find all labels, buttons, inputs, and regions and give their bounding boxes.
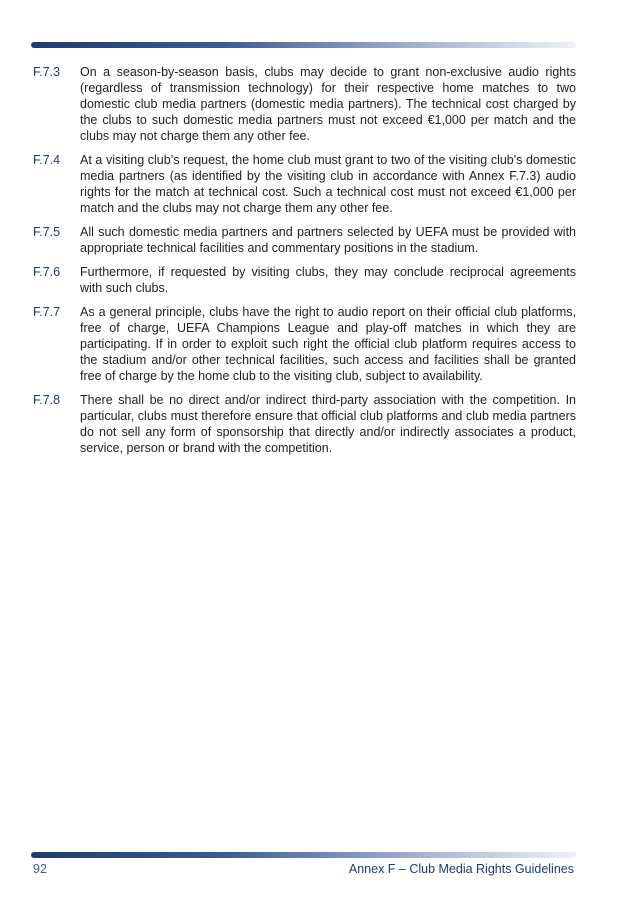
clause-number: F.7.7	[33, 305, 61, 319]
clause-text: Furthermore, if requested by visiting clubs, they may conclude reciprocal agreements with such clubs.	[80, 265, 576, 295]
clause-number: F.7.4	[33, 153, 61, 167]
clause-text: At a visiting club’s request, the home club must grant to two of the visiting club's domestic media partners (as identified by the visiting club in accordance with Annex F.7.3) audio rights for the match at technical cost. Such a technical cost must not exceed €1,000 per match and the clubs may not charge them any other fee.	[80, 153, 576, 215]
clause-number: F.7.5	[33, 225, 61, 239]
clause-number: F.7.3	[33, 65, 61, 79]
clause-f-7-4	[33, 152, 576, 216]
clause-f-7-8	[33, 392, 576, 456]
clause-number: F.7.6	[33, 265, 61, 279]
footer-rule	[31, 852, 576, 858]
clause-f-7-6	[33, 264, 576, 296]
clause-f-7-7	[33, 304, 576, 384]
page-number: 92	[33, 862, 47, 876]
clause-number: F.7.8	[33, 393, 61, 407]
running-title: Annex F – Club Media Rights Guidelines	[348, 862, 574, 876]
clause-list	[33, 64, 576, 464]
clause-text: All such domestic media partners and partners selected by UEFA must be provided with appropriate technical facilities and commentary positions in the stadium.	[80, 225, 576, 255]
clause-f-7-3	[33, 64, 576, 144]
clause-text: On a season-by-season basis, clubs may decide to grant non-exclusive audio rights (regardless of transmission technology) for their respective home matches to two domestic club media partners (domestic media partners). The technical cost charged by the clubs to such domestic media partners must not exceed €1,000 per match and the clubs may not charge them any other fee.	[80, 65, 576, 143]
clause-text: There shall be no direct and/or indirect third-party association with the competition. In particular, clubs must therefore ensure that official club platforms and club media partners do not sell any form of sponsorship that directly and/or indirectly associates a product, service, person or brand with the competition.	[80, 393, 576, 455]
header-rule	[31, 42, 576, 48]
clause-text: As a general principle, clubs have the right to audio report on their official club platforms, free of charge, UEFA Champions League and play-off matches in which they are participating. If in order to exploit such right the official club platform requires access to the stadium and/or other technical facilities, such access and facilities shall be granted free of charge by the home club to the visiting club, subject to availability.	[80, 305, 576, 383]
clause-f-7-5	[33, 224, 576, 256]
